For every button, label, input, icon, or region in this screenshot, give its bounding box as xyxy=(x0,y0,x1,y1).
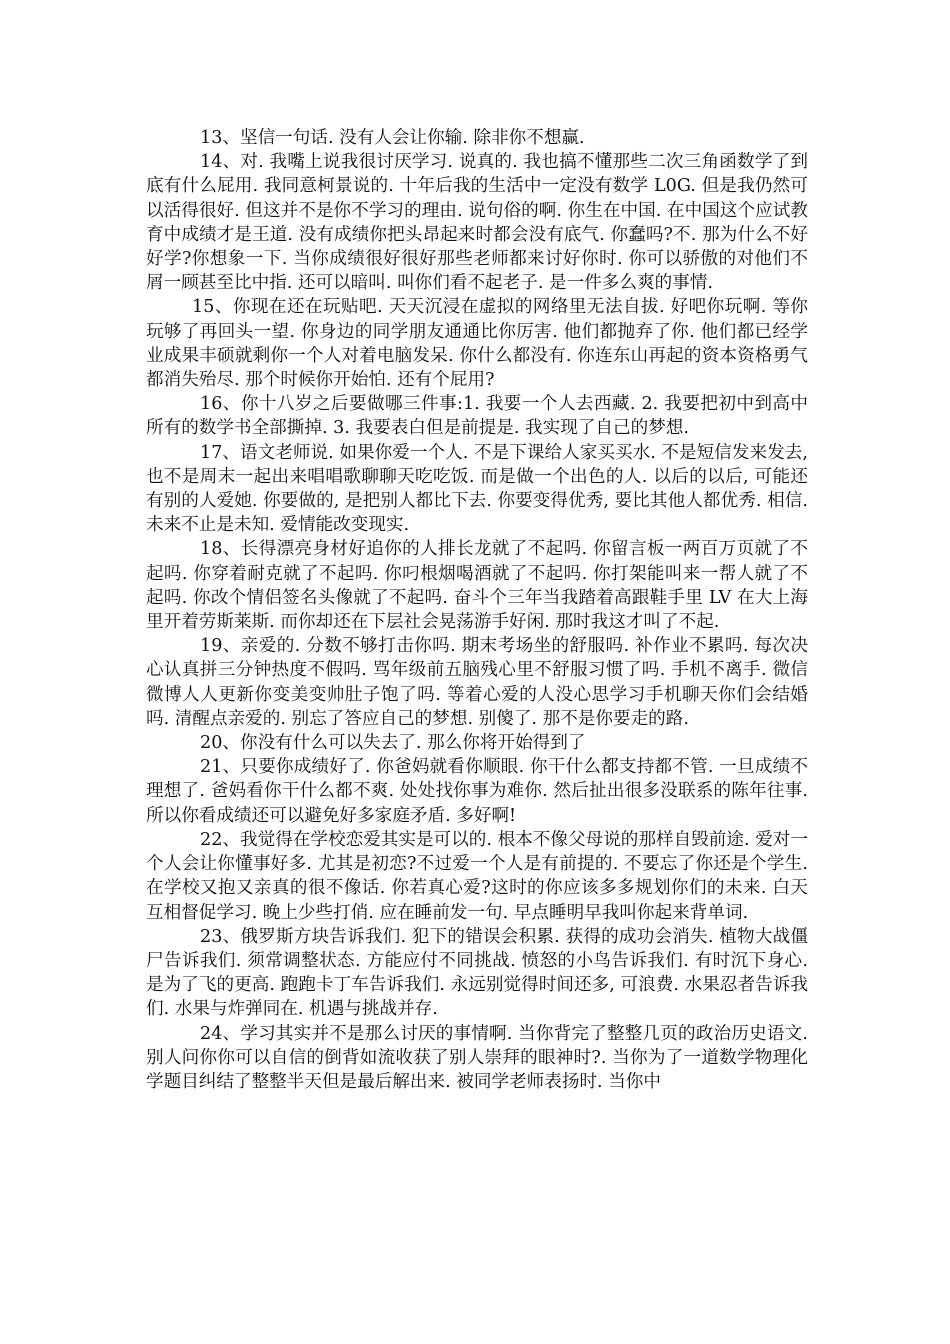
paragraph-19: 19、亲爱的. 分数不够打击你吗. 期末考场坐的舒服吗. 补作业不累吗. 每次决心认真拼三分钟热度不假吗. 骂年级前五脑残心里不舒服习惯了吗. 手机不离手. 微信微博人人更新你变美变帅肚子饱了吗. 等着心爱的人没心思学习手机聊天你们会结婚吗. 清醒点亲爱的. 别忘了答应自己的梦想. 别傻了. 那不是你要走的路. xyxy=(146,636,808,729)
paragraph-14: 14、对. 我嘴上说我很讨厌学习. 说真的. 我也搞不懂那些二次三角函数学了到底有什么屁用. 我同意柯景说的. 十年后我的生活中一定没有数学 L0G. 但是我仍然可以活得很好. 但这并不是你不学习的理由. 说句俗的啊. 你生在中国. 在中国这个应试教育中成绩才是王道. 没有成绩你把头昂起来时都会没有底气. 你蠢吗?不. 那为什么不好好学?你想象一下. 当你成绩很好很好那些老师都来讨好你时. 你可以骄傲的对他们不屑一顾甚至比中指. 还可以暗叫. 叫你们看不起老子. 是一件多么爽的事情. xyxy=(146,152,808,294)
paragraph-13: 13、坚信一句话. 没有人会让你输. 除非你不想赢. xyxy=(200,128,585,148)
paragraph-16: 16、你十八岁之后要做哪三件事:1. 我要一个人去西藏. 2. 我要把初中到高中所有的数学书全部撕掉. 3. 我要表白但是前提是. 我实现了自己的梦想. xyxy=(146,394,808,439)
document-body xyxy=(146,126,808,1094)
paragraph-21: 21、只要你成绩好了. 你爸妈就看你顺眼. 你干什么都支持都不管. 一旦成绩不理想了. 爸妈看你干什么都不爽. 处处找你事为难你. 然后扯出很多没联系的陈年往事. 所以你看成绩还可以避免好多家庭矛盾. 多好啊! xyxy=(146,757,808,826)
paragraph-24: 24、学习其实并不是那么讨厌的事情啊. 当你背完了整整几页的政治历史语文. 别人问你你可以自信的倒背如流收获了别人崇拜的眼神时?. 当你为了一道数学物理化学题目纠结了整整半天但是最后解出来. 被同学老师表扬时. 当你中 xyxy=(146,1023,808,1092)
paragraph-15: 15、你现在还在玩贴吧. 天天沉浸在虚拟的网络里无法自拔. 好吧你玩啊. 等你玩够了再回头一望. 你身边的同学朋友通通比你厉害. 他们都抛弃了你. 他们都已经学业成果丰硕就剩你一个人对着电脑发呆. 你什么都没有. 你连东山再起的资本资格勇气都消失殆尽. 那个时候你开始怕. 还有个屁用? xyxy=(146,297,808,391)
paragraph-20: 20、你没有什么可以失去了. 那么你将开始得到了 xyxy=(200,733,586,754)
paragraph-22: 22、我觉得在学校恋爱其实是可以的. 根本不像父母说的那样自毁前途. 爱对一个人会让你懂事好多. 尤其是初恋?不过爱一个人是有前提的. 不要忘了你还是个学生. 在学校又抱又亲真的很不像话. 你若真心爱?这时的你应该多多规划你们的未来. 白天互相督促学习. 晚上少些打俏. 应在睡前发一句. 早点睡明早我叫你起来背单词. xyxy=(146,829,808,923)
paragraph-23: 23、俄罗斯方块告诉我们. 犯下的错误会积累. 获得的成功会消失. 植物大战僵尸告诉我们. 须常调整状态. 方能应付不同挑战. 愤怒的小鸟告诉我们. 有时沉下身心. 是为了飞的更高. 跑跑卡丁车告诉我们. 永远别觉得时间还多, 可浪费. 水果忍者告诉我们. 水果与炸弹同在. 机遇与挑战并存. xyxy=(146,926,808,1020)
paragraph-17: 17、语文老师说. 如果你爱一个人. 不是下课给人家买买水. 不是短信发来发去, 也不是周末一起出来唱唱歌聊聊天吃吃饭. 而是做一个出色的人. 以后的以后, 可能还有别的人爱她. 你要做的, 是把别人都比下去. 你要变得优秀, 要比其他人都优秀. 相信. 未来不止是未知. 爱情能改变现实. xyxy=(146,442,808,536)
paragraph-18: 18、长得漂亮身材好追你的人排长龙就了不起吗. 你留言板一两百万页就了不起吗. 你穿着耐克就了不起吗. 你叼根烟喝酒就了不起吗. 你打架能叫来一帮人就了不起吗. 你改个情侣签名头像就了不起吗. 奋斗个三年当我踏着高跟鞋手里 LV 在大上海里开着劳斯莱斯. 而你却还在下层社会晃荡游手好闲. 那时我这才叫了不起. xyxy=(146,539,808,633)
